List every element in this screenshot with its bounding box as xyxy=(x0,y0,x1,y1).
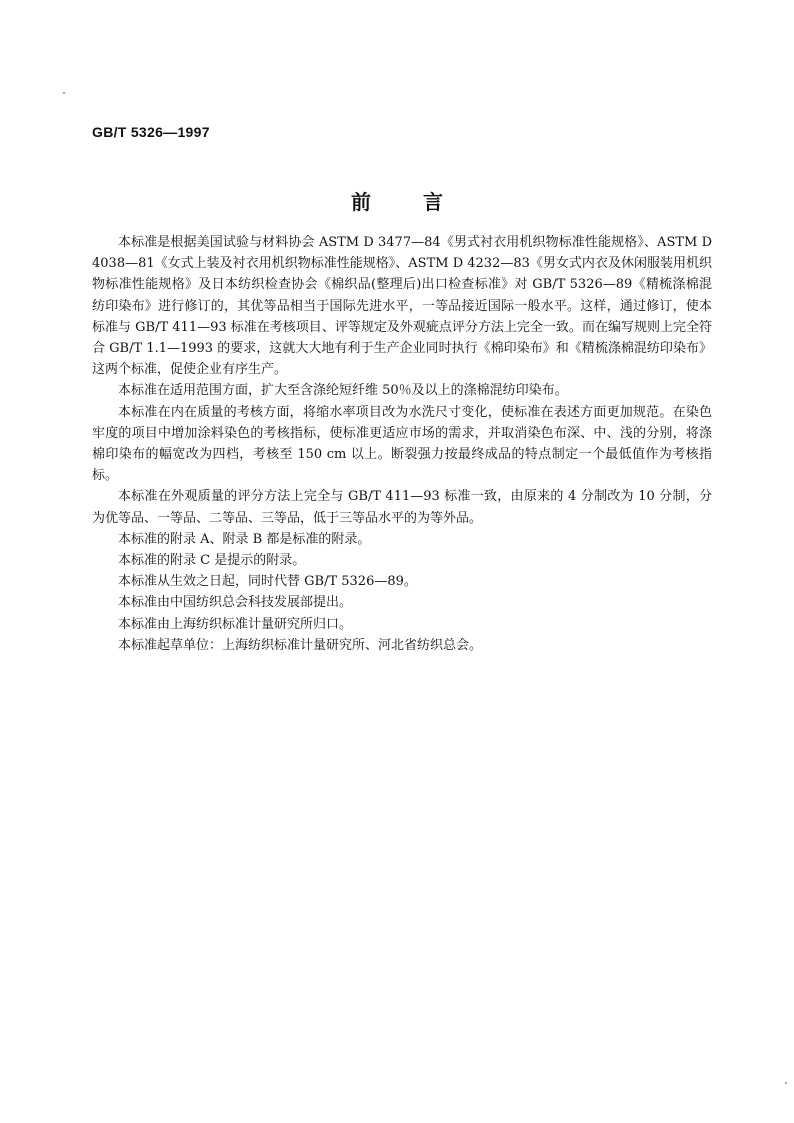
scan-speck-top xyxy=(63,92,65,94)
paragraph-2: 本标准在适用范围方面，扩大至含涤纶短纤维 50％及以上的涤棉混纺印染布。 xyxy=(118,383,568,399)
paragraph-7: 本标准从生效之日起，同时代替 GB/T 5326—89。 xyxy=(118,574,417,590)
paragraph-5: 本标准的附录 A、附录 B 都是标准的附录。 xyxy=(118,531,371,547)
scan-speck-bottom xyxy=(785,1082,787,1084)
standard-number: GB/T 5326—1997 xyxy=(92,124,210,140)
foreword-body xyxy=(92,232,712,656)
paragraph-9: 本标准由上海纺织标准计量研究所归口。 xyxy=(118,616,353,632)
paragraph-4: 本标准在外观质量的评分方法上完全与 GB/T 411—93 标准一致，由原来的 4 分制改为 10 分制，分为优等品、一等品、二等品、三等品，低于三等品水平的为等外品。 xyxy=(92,489,712,526)
paragraph-3: 本标准在内在质量的考核方面，将缩水率项目改为水洗尺寸变化，使标准在表述方面更加规范。在染色牢度的项目中增加涂料染色的考核指标，使标准更适应市场的需求，并取消染色布深、中、浅的分别，将涤棉印染布的幅宽改为四档，考核至 150 cm 以上。断裂强力按最终成品的特点制定一个最低值作为考核指标。 xyxy=(92,404,712,484)
paragraph-6: 本标准的附录 C 是提示的附录。 xyxy=(118,553,306,569)
paragraph-10: 本标准起草单位：上海纺织标准计量研究所、河北省纺织总会。 xyxy=(118,637,483,653)
paragraph-1: 本标准是根据美国试验与材料协会 ASTM D 3477—84《男式衬衣用机织物标准性能规格》、ASTM D 4038—81《女式上装及衬衣用机织物标准性能规格》、ASTM D 4232—83《男女式内衣及休闲服装用机织物标准性能规格》及日本纺织检查协会《棉织品(整理后)出口检查标准》对 GB/T 5326—89《精梳涤棉混纺印染布》进行修订的，其优等品相当于国际先进水平，一等品接近国际一般水平。这样，通过修订，使本标准与 GB/T 411—93 标准在考核项目、评等规定及外观疵点评分方法上完全一致。而在编写规则上完全符合 GB/T 1.1—1993 的要求，这就大大地有利于生产企业同时执行《棉印染布》和《精梳涤棉混纺印染布》这两个标准，促使企业有序生产。 xyxy=(92,235,712,378)
page-title: 前言 xyxy=(351,190,495,214)
paragraph-8: 本标准由中国纺织总会科技发展部提出。 xyxy=(118,595,353,611)
